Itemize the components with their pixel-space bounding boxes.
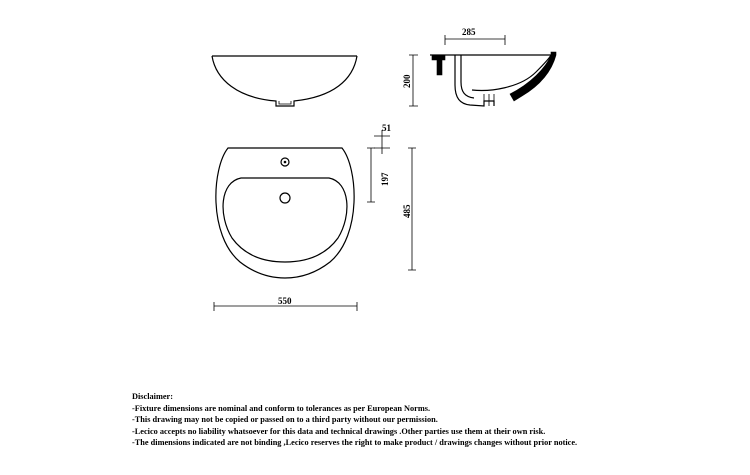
drain-hole — [280, 193, 290, 203]
side-section-view — [402, 27, 556, 106]
disclaimer-line: -This drawing may not be copied or passed on to a third party without our permission. — [132, 415, 438, 425]
dimension-width-label: 550 — [278, 296, 292, 306]
dimension-tap-offset-label: 51 — [382, 123, 391, 133]
disclaimer-line: -Lecico accepts no liability whatsoever for this data and technical drawings .Other parties use them at their own risk. — [132, 426, 546, 436]
disclaimer-line: -Fixture dimensions are nominal and conform to tolerances as per European Norms. — [132, 403, 431, 413]
disclaimer-title: Disclaimer: — [132, 392, 174, 401]
front-elevation-view — [212, 56, 357, 106]
dimension-depth-label: 285 — [462, 27, 476, 37]
disclaimer-block — [132, 391, 732, 449]
dimension-projection-label: 485 — [402, 204, 412, 218]
plan-view — [214, 123, 416, 311]
dimension-drain-offset-label: 197 — [380, 172, 390, 186]
disclaimer-line: -The dimensions indicated are not binding ,Lecico reserves the right to make product / drawings changes without prior notice. — [132, 438, 578, 448]
dimension-height-label: 200 — [402, 74, 412, 88]
